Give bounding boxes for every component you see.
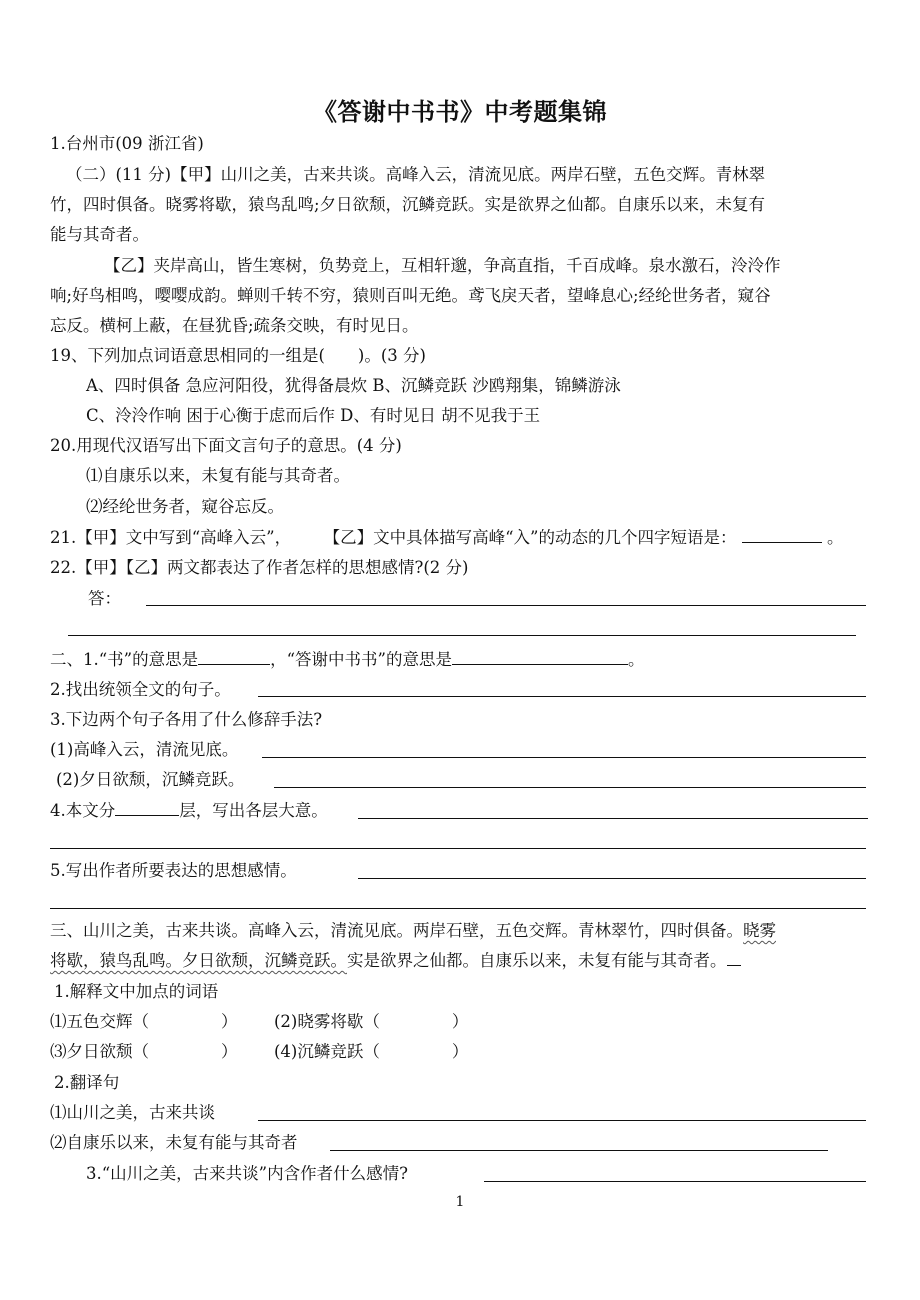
part3-q2-2-answer-line[interactable] xyxy=(330,1150,828,1151)
part3-q1-3-close: ） xyxy=(221,1042,238,1061)
part2-q4-answer-line-2[interactable] xyxy=(50,848,866,849)
passage-yi-line-1: 【乙】夹岸高山，皆生寒树，负势竞上，互相轩邈，争高直指，千百成峰。泉水激石，泠泠作 xyxy=(104,256,781,275)
part2-q1-end: 。 xyxy=(628,650,645,669)
part3-q1-item-1 xyxy=(50,1012,238,1032)
part2-question-3-item-1: (1)高峰入云，清流见底。 xyxy=(50,740,239,759)
passage-yi-line-2: 响;好鸟相鸣，嘤嘤成韵。蝉则千转不穷，猿则百叫无绝。鸢飞戾天者，望峰息心;经纶世务者，窥谷 xyxy=(50,286,771,305)
part3-q2-1-answer-line[interactable] xyxy=(258,1120,866,1121)
page-title: 《答谢中书书》中考题集锦 xyxy=(313,98,607,126)
question-21-end: 。 xyxy=(827,528,844,547)
part3-q1-1-text: ⑴五色交辉（ xyxy=(50,1012,149,1031)
part3-line2-mark xyxy=(727,951,741,966)
question-19-option-ab: A、四时俱备 急应河阳役，犹得备晨炊 B、沉鳞竞跃 沙鸥翔集，锦鳞游泳 xyxy=(86,376,621,395)
part3-line2-text: 实是欲界之仙都。自康乐以来，未复有能与其奇者。 xyxy=(347,951,727,970)
part2-q5-answer-line-1[interactable] xyxy=(358,878,866,879)
part3-line1-underlined: 晓雾 xyxy=(743,921,776,940)
part2-q1-blank-1[interactable] xyxy=(198,650,270,665)
part3-line2-underlined: 将歇，猿鸟乱鸣。夕日欲颓，沉鳞竞跃。 xyxy=(50,951,347,970)
part2-q1-blank-2[interactable] xyxy=(452,650,628,665)
part3-q1-2-close: ） xyxy=(451,1012,469,1031)
part3-q3-answer-line[interactable] xyxy=(484,1181,866,1182)
page-number: 1 xyxy=(455,1194,465,1210)
question-21-part-b: 【乙】文中具体描写高峰“入”的动态的几个四字短语是： xyxy=(323,528,737,547)
part3-question-3: 3.“山川之美，古来共谈”内含作者什么感情? xyxy=(86,1164,408,1183)
part3-question-1: 1.解释文中加点的词语 xyxy=(54,982,219,1001)
part2-q4-text-a: 4.本文分 xyxy=(50,801,116,820)
part2-q4-text-b: 层，写出各层大意。 xyxy=(179,801,328,820)
part3-q1-4-close: ） xyxy=(451,1042,469,1061)
question-20-item-1: ⑴自康乐以来，未复有能与其奇者。 xyxy=(86,466,350,485)
question-21 xyxy=(50,528,844,548)
part2-q2-answer-line[interactable] xyxy=(258,696,866,697)
question-21-answer-blank[interactable] xyxy=(742,528,822,543)
part2-question-3-item-2: (2)夕日欲颓，沉鳞竞跃。 xyxy=(56,770,245,789)
part3-line1-text: 三、山川之美，古来共谈。高峰入云，清流见底。两岸石壁，五色交辉。青林翠竹，四时俱备。 xyxy=(50,921,743,940)
part3-q1-item-3 xyxy=(50,1042,238,1062)
part3-passage-line-1 xyxy=(50,921,776,941)
part3-q1-3-text: ⑶夕日欲颓（ xyxy=(50,1042,149,1061)
passage-jia-line-3: 能与其奇者。 xyxy=(50,225,149,244)
answer-line-2[interactable] xyxy=(68,635,856,636)
passage-jia-line-2: 竹，四时俱备。晓雾将歇，猿鸟乱鸣;夕日欲颓，沉鳞竞跃。实是欲界之仙都。自康乐以来，未复有 xyxy=(50,195,766,214)
question-20-item-2: ⑵经纶世务者，窥谷忘反。 xyxy=(86,497,284,516)
question-21-part-a: 21.【甲】文中写到“高峰入云”， xyxy=(50,528,292,547)
part2-question-3: 3.下边两个句子各用了什么修辞手法? xyxy=(50,710,323,729)
part2-q3-1-answer-line[interactable] xyxy=(262,757,866,758)
passage-jia-line-1: （二）(11 分)【甲】山川之美，古来共谈。高峰入云，清流见底。两岸石壁，五色交辉。青林翠 xyxy=(66,165,766,184)
source-line: 1.台州市(09 浙江省) xyxy=(50,134,204,153)
part3-q2-item-2: ⑵自康乐以来，未复有能与其奇者 xyxy=(50,1133,298,1152)
answer-label: 答： xyxy=(88,589,121,608)
part2-question-4 xyxy=(50,801,328,821)
part3-q2-item-1: ⑴山川之美，古来共谈 xyxy=(50,1103,215,1122)
question-20: 20.用现代汉语写出下面文言句子的意思。(4 分) xyxy=(50,436,402,455)
part2-q1-text-a: 二、1.“书”的意思是 xyxy=(50,650,199,669)
part2-q1-text-b: ，“答谢中书书”的意思是 xyxy=(270,650,452,669)
part3-question-2: 2.翻译句 xyxy=(54,1073,120,1092)
question-22: 22.【甲】【乙】两文都表达了作者怎样的思想感情?(2 分) xyxy=(50,558,469,577)
passage-yi-line-3: 忘反。横柯上蔽，在昼犹昏;疏条交映，有时见日。 xyxy=(50,316,419,335)
part3-q1-1-close: ） xyxy=(221,1012,238,1031)
part2-question-1 xyxy=(50,650,645,670)
part2-q5-answer-line-2[interactable] xyxy=(50,908,866,909)
part2-q4-answer-line-1[interactable] xyxy=(358,818,868,819)
part2-question-2: 2.找出统领全文的句子。 xyxy=(50,680,231,699)
part3-q1-item-4 xyxy=(274,1042,468,1062)
part3-q1-item-2 xyxy=(274,1012,468,1032)
answer-line-1[interactable] xyxy=(146,605,866,606)
question-19: 19、下列加点词语意思相同的一组是( )。(3 分) xyxy=(50,346,426,365)
part3-q1-4-text: (4)沉鳞竞跃（ xyxy=(274,1042,380,1061)
question-19-option-cd: C、泠泠作响 困于心衡于虑而后作 D、有时见日 胡不见我于王 xyxy=(86,406,541,425)
part2-q3-2-answer-line[interactable] xyxy=(274,787,866,788)
part2-question-5: 5.写出作者所要表达的思想感情。 xyxy=(50,861,297,880)
part3-q1-2-text: (2)晓雾将歇（ xyxy=(274,1012,380,1031)
part2-q4-blank[interactable] xyxy=(115,801,179,816)
part3-passage-line-2 xyxy=(50,951,741,971)
